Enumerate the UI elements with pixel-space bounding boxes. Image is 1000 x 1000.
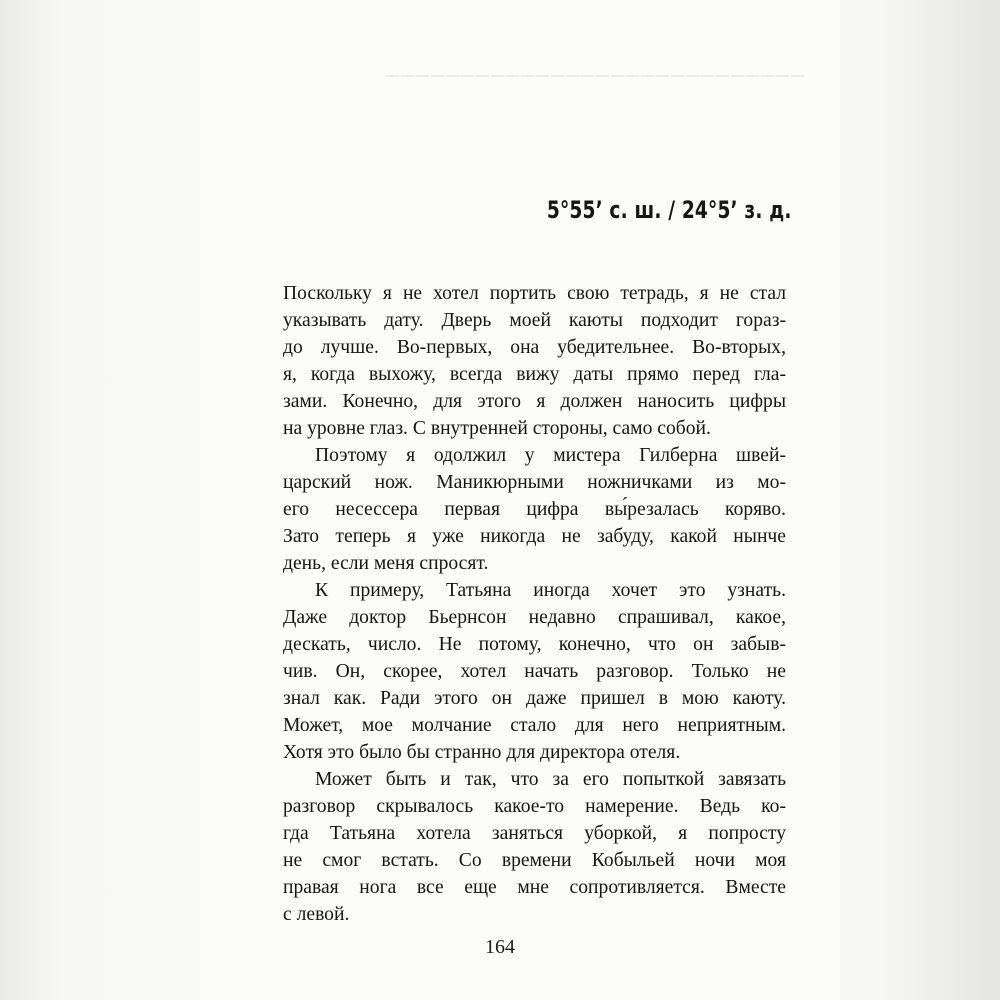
text-line: Хотя это было бы странно для директора отеля. bbox=[283, 742, 681, 763]
text-line: гда Татьяна хотела заняться уборкой, я попросту bbox=[283, 823, 786, 844]
text-line: с левой. bbox=[283, 904, 350, 925]
text-line: Может быть и так, что за его попыткой завязать bbox=[315, 769, 786, 790]
text-line: день, если меня спросят. bbox=[283, 553, 489, 574]
text-line: дескать, число. Не потому, конечно, что он забыв- bbox=[283, 634, 786, 655]
text-line: указывать дату. Дверь моей каюты подходит гораз- bbox=[283, 310, 786, 331]
section-heading-coordinates: 5°55’ с. ш. / 24°5’ з. д. bbox=[547, 196, 792, 224]
text-line: Может, мое молчание стало для него неприятным. bbox=[283, 715, 786, 736]
text-line: разговор скрывалось какое-то намерение. Ведь ко- bbox=[283, 796, 786, 817]
text-line: до лучше. Во-первых, она убедительнее. Во-вторых, bbox=[283, 337, 786, 358]
text-line: его несессера первая цифра вы́резалась коряво. bbox=[283, 499, 786, 520]
text-line: К примеру, Татьяна иногда хочет это узнать. bbox=[315, 580, 786, 601]
page-number: 164 bbox=[485, 936, 515, 958]
show-through-text: ———————————————————————————— bbox=[385, 66, 805, 84]
text-line: чив. Он, скорее, хотел начать разговор. Только не bbox=[283, 661, 786, 682]
body-text bbox=[283, 280, 786, 928]
text-line: не смог встать. Со времени Кобыльей ночи моя bbox=[283, 850, 786, 871]
text-line: правая нога все еще мне сопротивляется. Вместе bbox=[283, 877, 786, 898]
text-line: знал как. Ради этого он даже пришел в мою каюту. bbox=[283, 688, 786, 709]
text-line: Зато теперь я уже никогда не забуду, какой нынче bbox=[283, 526, 786, 547]
text-line: зами. Конечно, для этого я должен наносить цифры bbox=[283, 391, 786, 412]
text-line: я, когда выхожу, всегда вижу даты прямо перед гла- bbox=[283, 364, 786, 385]
text-line: на уровне глаз. С внутренней стороны, само собой. bbox=[283, 418, 711, 439]
text-line: Даже доктор Бьернсон недавно спрашивал, какое, bbox=[283, 607, 786, 628]
text-line: Поскольку я не хотел портить свою тетрадь, я не стал bbox=[283, 283, 786, 304]
text-line: Поэтому я одолжил у мистера Гилберна швей- bbox=[315, 445, 786, 466]
text-line: царский нож. Маникюрными ножничками из мо- bbox=[283, 472, 786, 493]
